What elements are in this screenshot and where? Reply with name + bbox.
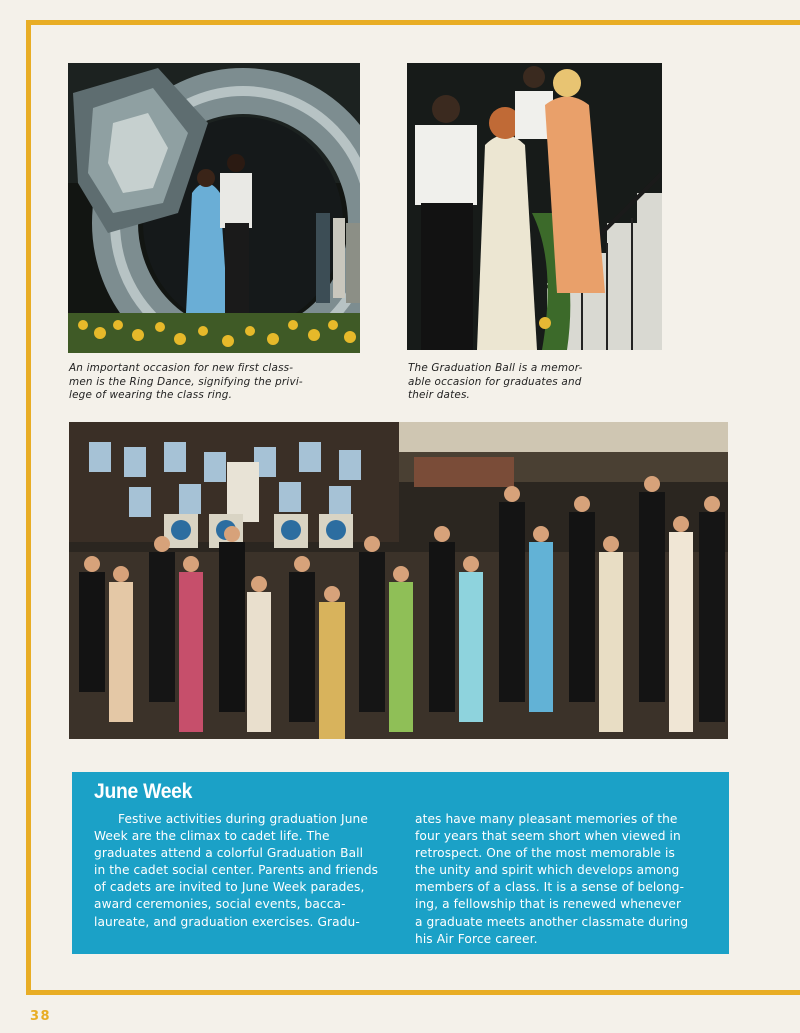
ring-dance-caption [69, 362, 303, 403]
graduation-ball-photo [407, 63, 662, 350]
caption-line: The Graduation Ball is a memor- [408, 362, 583, 374]
ballroom-dance-photo [69, 422, 728, 739]
article-line: Week are the climax to cadet life. The [94, 829, 330, 844]
caption-line: An important occasion for new first class- [69, 362, 294, 374]
article-line: his Air Force career. [415, 931, 538, 946]
article-line: award ceremonies, social events, bacca- [94, 897, 346, 912]
article-line: retrospect. One of the most memorable is [415, 846, 675, 861]
caption-line: lege of wearing the class ring. [69, 389, 233, 402]
article-line: laureate, and graduation exercises. Gradu- [94, 914, 360, 929]
article-line: in the cadet social center. Parents and friends [94, 863, 379, 878]
article-line: a graduate meets another classmate during [415, 914, 689, 929]
article-line: members of a class. It is a sense of belong- [415, 880, 685, 895]
article-line: Festive activities during graduation June [118, 812, 368, 826]
article-line: ing, a fellowship that is renewed whenever [415, 897, 682, 912]
article-line: of cadets are invited to June Week parades, [94, 880, 365, 895]
page-number: 38 [30, 1009, 52, 1024]
caption-line: men is the Ring Dance, signifying the privi- [69, 375, 303, 388]
article-line: graduates attend a colorful Graduation Ball [94, 846, 364, 861]
article-right-column [415, 811, 688, 948]
article-title: June Week [94, 780, 193, 803]
june-week-panel [72, 772, 729, 954]
article-left-column [94, 811, 378, 931]
article-line: the unity and spirit which develops among [415, 863, 680, 878]
caption-line: their dates. [408, 389, 471, 402]
graduation-ball-caption [408, 362, 583, 403]
caption-line: able occasion for graduates and [408, 375, 582, 388]
article-line: ates have many pleasant memories of the [415, 812, 678, 826]
article-line: four years that seem short when viewed in [415, 829, 681, 844]
ring-dance-photo [68, 63, 360, 353]
